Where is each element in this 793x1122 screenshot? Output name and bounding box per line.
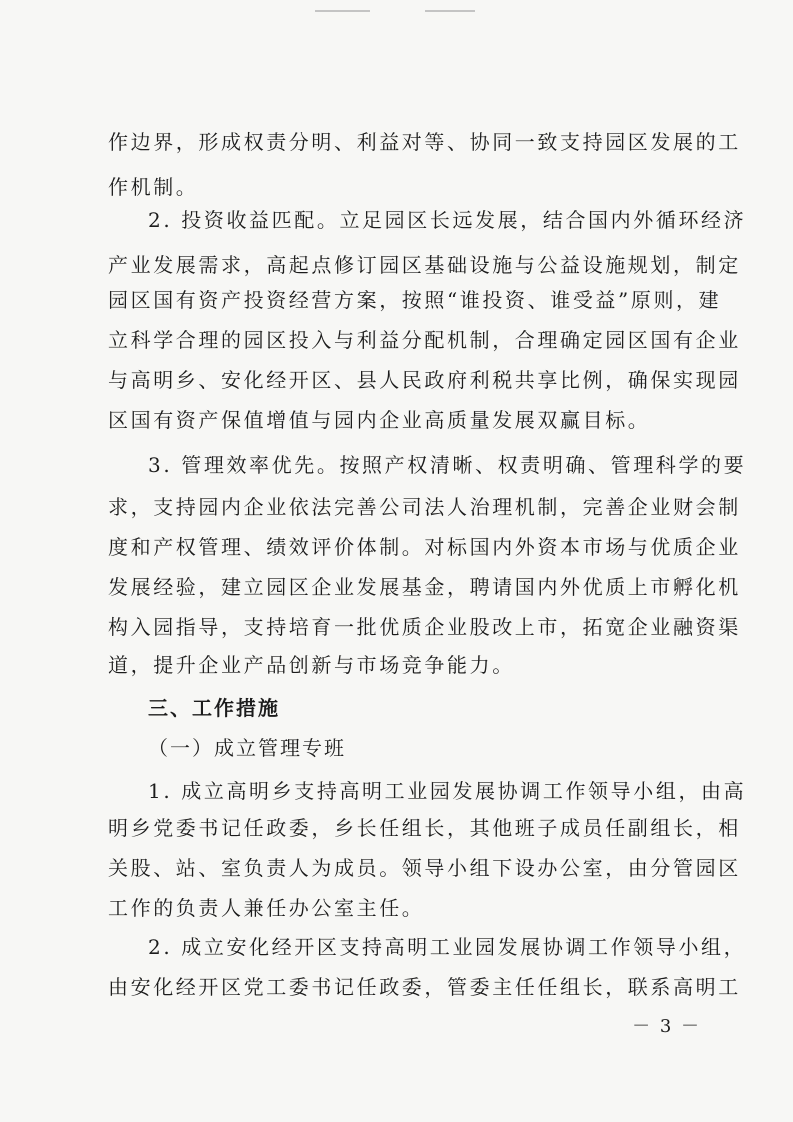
scan-artifact	[425, 10, 475, 12]
body-line: 与高明乡、安化经开区、县人民政府利税共享比例，确保实现园	[108, 368, 741, 392]
body-line: 作机制。	[108, 175, 199, 199]
body-line: 道，提升企业产品创新与市场竞争能力。	[108, 653, 515, 677]
body-line: 作边界，形成权责分明、利益对等、协同一致支持园区发展的工	[108, 130, 741, 154]
body-line: 产业发展需求，高起点修订园区基础设施与公益设施规划，制定	[108, 253, 741, 277]
paragraph-line: 2. 成立安化经开区支持高明工业园发展协调工作领导小组，	[148, 935, 747, 959]
body-line: 区国有资产保值增值与园内企业高质量发展双赢目标。	[108, 408, 651, 432]
body-line: 关股、站、室负责人为成员。领导小组下设办公室，由分管园区	[108, 856, 741, 880]
body-line: 求，支持园内企业依法完善公司法人治理机制，完善企业财会制	[108, 495, 741, 519]
body-line: 立科学合理的园区投入与利益分配机制，合理确定园区国有企业	[108, 328, 741, 352]
body-line: 工作的负责人兼任办公室主任。	[108, 896, 425, 920]
body-line: 园区国有资产投资经营方案，按照“谁投资、谁受益”原则，建	[108, 288, 722, 312]
body-line: 度和产权管理、绩效评价体制。对标国内外资本市场与优质企业	[108, 535, 741, 559]
section-heading: 三、工作措施	[148, 696, 280, 720]
page-number: － 3 －	[632, 1016, 701, 1037]
paragraph-line: 3. 管理效率优先。按照产权清晰、权责明确、管理科学的要	[148, 453, 747, 477]
scan-artifact	[315, 10, 370, 12]
body-line: 发展经验，建立园区企业发展基金，聘请国内外优质上市孵化机	[108, 575, 741, 599]
subsection-heading: （一）成立管理专班	[148, 736, 346, 760]
paragraph-line: 2. 投资收益匹配。立足园区长远发展，结合国内外循环经济	[148, 208, 747, 232]
paragraph-line: 1. 成立高明乡支持高明工业园发展协调工作领导小组，由高	[148, 779, 747, 803]
body-line: 构入园指导，支持培育一批优质企业股改上市，拓宽企业融资渠	[108, 615, 741, 639]
body-line: 明乡党委书记任政委，乡长任组长，其他班子成员任副组长，相	[108, 816, 741, 840]
body-line: 由安化经开区党工委书记任政委，管委主任任组长，联系高明工	[108, 975, 741, 999]
